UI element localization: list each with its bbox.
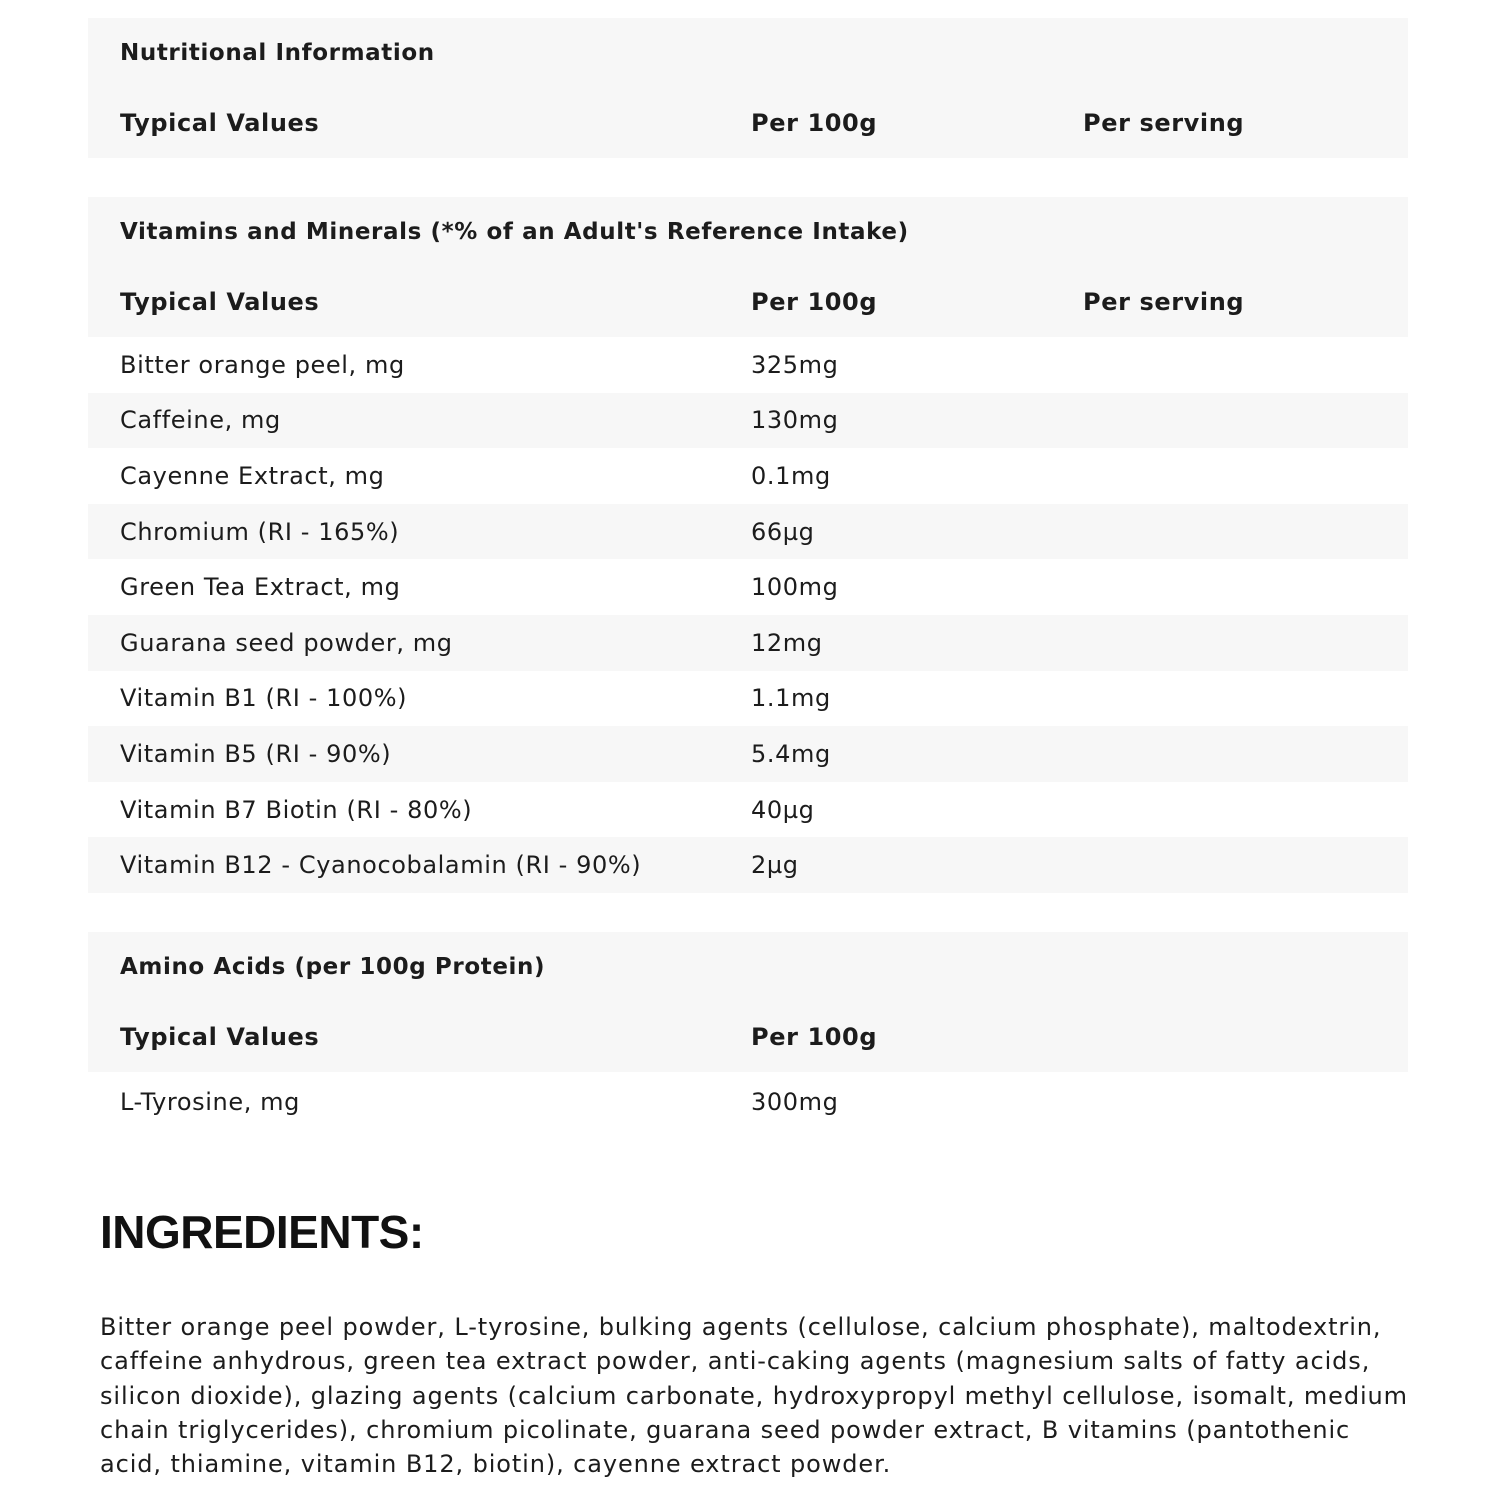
nutrient-per-100g: 325mg [751,350,839,379]
nutrient-per-100g: 66µg [751,517,815,546]
table-row [88,504,1408,560]
table-title: Vitamins and Minerals (*% of an Adult's Reference Intake) [120,219,909,245]
nutrient-per-100g: 0.1mg [751,461,831,490]
table-header-row [88,88,1408,158]
nutrient-name: Chromium (RI - 165%) [120,517,400,546]
table-row [88,393,1408,449]
nutrient-name: Vitamin B5 (RI - 90%) [120,739,392,768]
table-row [88,782,1408,838]
header-per-serving: Per serving [1083,288,1245,316]
header-per-100g: Per 100g [751,1023,878,1051]
nutrient-name: Green Tea Extract, mg [120,573,401,602]
table-row [88,615,1408,671]
nutrient-name: Cayenne Extract, mg [120,461,385,490]
nutrient-per-100g: 5.4mg [751,739,831,768]
amino-acids-table [88,932,1408,1132]
nutrient-name: Guarana seed powder, mg [120,628,453,657]
nutrient-name: Bitter orange peel, mg [120,350,405,379]
nutritional-information-table [88,18,1408,158]
table-row [88,726,1408,782]
nutrient-per-100g: 130mg [751,406,839,435]
table-title-row [88,932,1408,1002]
header-per-100g: Per 100g [751,288,878,316]
header-typical-values: Typical Values [120,288,320,316]
nutrient-per-100g: 1.1mg [751,684,831,713]
table-row [88,337,1408,393]
header-typical-values: Typical Values [120,1023,320,1051]
nutrient-per-100g: 12mg [751,628,823,657]
header-typical-values: Typical Values [120,109,320,137]
nutrient-name: Vitamin B12 - Cyanocobalamin (RI - 90%) [120,851,642,880]
table-row [88,448,1408,504]
amino-acid-per-100g: 300mg [751,1088,839,1116]
nutrient-name: Vitamin B7 Biotin (RI - 80%) [120,795,473,824]
nutrient-per-100g: 100mg [751,573,839,602]
table-title-row [88,18,1408,88]
nutrient-per-100g: 40µg [751,795,815,824]
table-title-row [88,197,1408,267]
header-per-100g: Per 100g [751,109,878,137]
table-header-row [88,1002,1408,1072]
vitamins-minerals-table [88,197,1408,893]
ingredients-heading: INGREDIENTS: [100,1206,424,1258]
table-row [88,1072,1408,1132]
table-row [88,837,1408,893]
table-header-row [88,267,1408,337]
table-row [88,671,1408,727]
ingredients-text: Bitter orange peel powder, L-tyrosine, bulking agents (cellulose, calcium phosphate), maltodextrin, caffeine anhydrous, green tea extract powder, anti-caking agents (magnesium salts of fatty acids, silicon dioxide), glazing agents (calcium carbonate, hydroxypropyl methyl cellulose, isomalt, medium chain triglycerides), chromium picolinate, guarana seed powder extract, B vitamins (pantothenic acid, thiamine, vitamin B12, biotin), cayenne extract powder. [100,1313,1408,1479]
table-title: Amino Acids (per 100g Protein) [120,954,546,980]
header-per-serving: Per serving [1083,109,1245,137]
nutrient-per-100g: 2µg [751,851,799,880]
nutrient-name: Vitamin B1 (RI - 100%) [120,684,408,713]
table-row [88,559,1408,615]
table-title: Nutritional Information [120,40,435,66]
nutrient-name: Caffeine, mg [120,406,281,435]
amino-acid-name: L-Tyrosine, mg [120,1088,300,1116]
